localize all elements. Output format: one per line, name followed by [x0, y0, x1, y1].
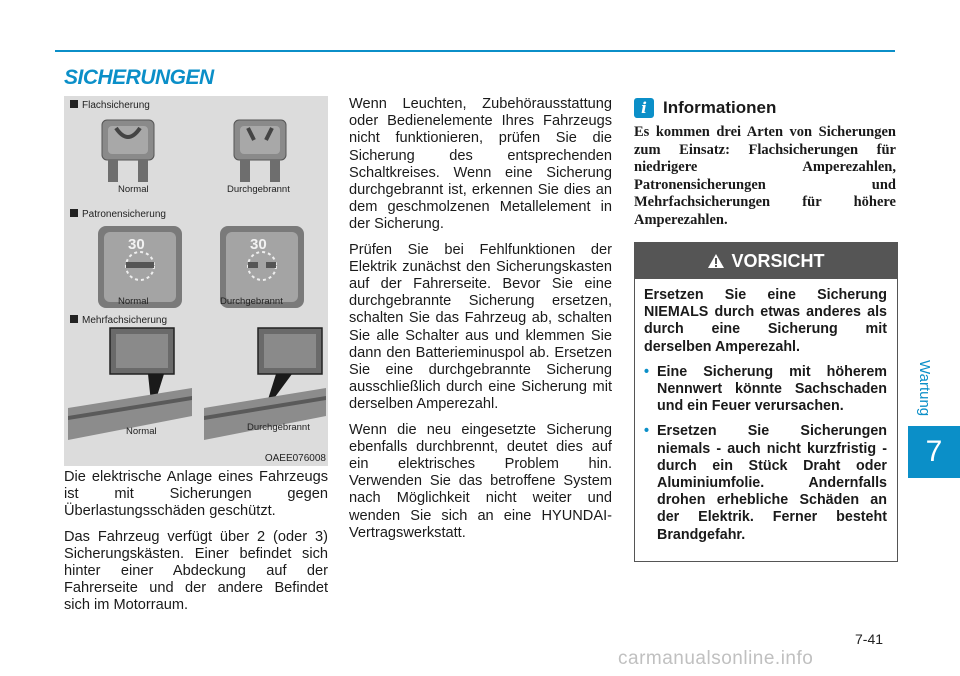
cartridge-fuse-normal-caption: Normal: [118, 296, 149, 307]
cartridge-fuse-blown-caption: Durchgebrannt: [220, 296, 283, 307]
paragraph: Das Fahrzeug verfügt über 2 (oder 3) Sicherungskästen. Einer befindet sich hinter einer Abdeckung auf der Fahrerseite und der andere Befindet sich im Motorraum.: [64, 528, 328, 614]
cartridge-fuse-label: Patronensicherung: [70, 209, 166, 220]
paragraph: Die elektrische Anlage eines Fahrzeugs ist mit Sicherungen gegen Überlastungsschäden geschützt.: [64, 469, 328, 520]
fuse-types-figure: [64, 96, 328, 466]
info-header: [634, 98, 776, 118]
paragraph: Wenn Leuchten, Zubehörausstattung oder Bedienelemente Ihres Fahrzeugs nicht funktionieren, prüfen Sie die Sicherung des entsprechenden Schaltkreises. Wenn eine Sicherung durchgebrannt ist, erkennen Sie dies an dem geschmolzenen Metallelement in der Sicherung.: [349, 96, 612, 233]
caution-bullet: • Ersetzen Sie Sicherungen niemals - auch nicht kurzfristig - durch ein Stück Draht oder Aluminiumfolie. Andernfalls drohen erhebliche Schäden an der Elektrik. Ferner besteht Brandgefahr.: [644, 423, 887, 543]
cartridge-normal-rating: 30: [128, 236, 145, 253]
warning-triangle-icon: [707, 253, 725, 269]
flat-fuse-blown-image: [226, 116, 306, 184]
flat-fuse-blown-caption: Durchgebrannt: [227, 184, 290, 195]
flat-fuse-label: Flachsicherung: [70, 100, 150, 111]
header-rule: [55, 50, 895, 52]
paragraph: Prüfen Sie bei Fehlfunktionen der Elektrik zunächst den Sicherungskasten auf der Fahrerseite. Bevor Sie eine durchgebrannte Sicherung ersetzen, schalten Sie das Fahrzeug ab, schalten Sie alle Schalter aus und klemmen Sie dann den Batterieminuspol ab. Ersetzen Sie eine durchgebrannte Sicherung ausschließlich durch eine Sicherung mit derselben Amperezahl.: [349, 241, 612, 413]
chapter-tab: 7: [908, 426, 960, 478]
page-number: 7-41: [855, 631, 884, 647]
caution-body: [635, 279, 897, 544]
multi-fuse-image: [64, 324, 328, 454]
multi-fuse-label: Mehrfachsicherung: [70, 315, 167, 326]
chapter-label: Wartung: [916, 360, 933, 417]
section-title: SICHERUNGEN: [64, 66, 214, 89]
paragraph: Wenn die neu eingesetzte Sicherung ebenfalls durchbrennt, deutet dies auf ein elektrisches Problem hin. Verwenden Sie das betroffene System nach Möglichkeit nicht weiter und wenden Sie sich an eine HYUNDAI-Vertragswerkstatt.: [349, 421, 612, 541]
caution-bullet: • Eine Sicherung mit höherem Nennwert könnte Sachschaden und ein Feuer verursachen.: [644, 364, 887, 416]
info-title: Informationen: [663, 98, 777, 117]
multi-fuse-blown-caption: Durchgebrannt: [247, 422, 310, 433]
caution-header: [635, 243, 897, 279]
middle-column-text: [349, 96, 612, 550]
left-column-text: [64, 469, 328, 623]
caution-title: VORSICHT: [731, 250, 825, 271]
cartridge-blown-rating: 30: [250, 236, 267, 253]
watermark: carmanualsonline.info: [618, 648, 814, 669]
multi-fuse-normal-caption: Normal: [126, 426, 157, 437]
figure-code: OAEE076008: [264, 453, 326, 464]
flat-fuse-normal-image: [94, 116, 174, 184]
caution-intro: Ersetzen Sie eine Sicherung NIEMALS durch etwas anderes als durch eine Sicherung mit derselben Amperezahl.: [644, 287, 887, 355]
caution-box: [634, 242, 898, 562]
info-text: Es kommen drei Arten von Sicherungen zum Einsatz: Flachsicherungen für niedrigere Amperezahlen, Patronensicherungen und Mehrfachsicherungen für höhere Amperezahlen.: [634, 124, 896, 228]
info-icon: i: [634, 98, 654, 118]
flat-fuse-normal-caption: Normal: [118, 184, 149, 195]
